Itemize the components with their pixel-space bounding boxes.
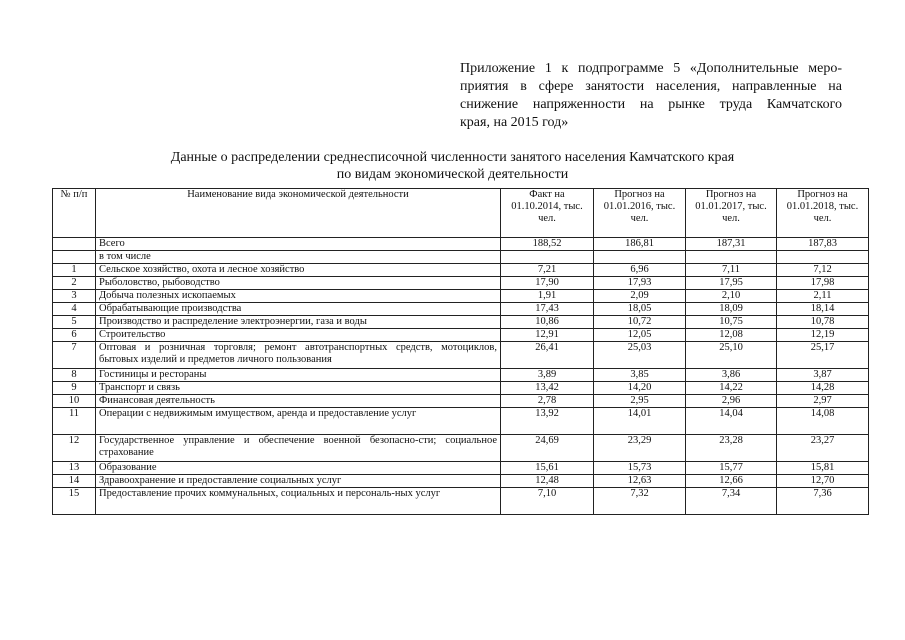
row-number: 4 — [53, 303, 96, 316]
row-activity-name: Сельское хозяйство, охота и лесное хозяйство — [96, 264, 501, 277]
row-value: 7,10 — [501, 488, 594, 515]
row-number: 11 — [53, 408, 96, 435]
header-activity-name: Наименование вида экономической деятельности — [96, 189, 501, 238]
row-value: 13,42 — [501, 382, 594, 395]
row-value: 14,01 — [594, 408, 686, 435]
row-value: 7,32 — [594, 488, 686, 515]
row-value: 2,95 — [594, 395, 686, 408]
row-value: 13,92 — [501, 408, 594, 435]
row-activity-name: Обрабатывающие производства — [96, 303, 501, 316]
row-number: 7 — [53, 342, 96, 369]
row-value: 14,22 — [686, 382, 777, 395]
document-title — [0, 149, 905, 183]
table-header-row — [53, 189, 869, 238]
table-row — [53, 303, 869, 316]
row-number: 1 — [53, 264, 96, 277]
row-number: 5 — [53, 316, 96, 329]
appendix-line: Приложение 1 к подпрограмме 5 «Дополнительные меро- — [460, 61, 842, 76]
row-activity-name: Рыболовство, рыбоводство — [96, 277, 501, 290]
row-activity-name: Добыча полезных ископаемых — [96, 290, 501, 303]
row-value: 17,95 — [686, 277, 777, 290]
title-line: по видам экономической деятельности — [336, 167, 569, 182]
row-value: 14,28 — [777, 382, 869, 395]
row-value: 14,08 — [777, 408, 869, 435]
row-value: 10,72 — [594, 316, 686, 329]
header-forecast-2016: Прогноз на 01.01.2016, тыс. чел. — [594, 189, 686, 238]
row-value: 15,61 — [501, 462, 594, 475]
row-value: 12,48 — [501, 475, 594, 488]
row-value: 2,78 — [501, 395, 594, 408]
appendix-note — [460, 60, 842, 132]
row-value: 14,20 — [594, 382, 686, 395]
row-value: 17,98 — [777, 277, 869, 290]
row-number: 10 — [53, 395, 96, 408]
row-activity-name: Финансовая деятельность — [96, 395, 501, 408]
row-number: 3 — [53, 290, 96, 303]
row-activity-name: Транспорт и связь — [96, 382, 501, 395]
row-value: 3,87 — [777, 369, 869, 382]
table-row — [53, 316, 869, 329]
row-number: 14 — [53, 475, 96, 488]
row-value: 7,34 — [686, 488, 777, 515]
row-value: 17,93 — [594, 277, 686, 290]
table-row — [53, 369, 869, 382]
table-row — [53, 462, 869, 475]
row-value: 23,29 — [594, 435, 686, 462]
row-activity-name: Гостиницы и рестораны — [96, 369, 501, 382]
table-row — [53, 277, 869, 290]
row-value: 18,09 — [686, 303, 777, 316]
row-value: 25,17 — [777, 342, 869, 369]
appendix-line: снижение напряженности на рынке труда Камчатского — [460, 97, 842, 112]
row-value: 7,21 — [501, 264, 594, 277]
row-value: 2,11 — [777, 290, 869, 303]
row-value: 3,85 — [594, 369, 686, 382]
row-value: 18,14 — [777, 303, 869, 316]
table-row — [53, 475, 869, 488]
row-value: 25,10 — [686, 342, 777, 369]
row-value: 7,11 — [686, 264, 777, 277]
row-value: 6,96 — [594, 264, 686, 277]
row-value: 7,12 — [777, 264, 869, 277]
row-activity-name: Предоставление прочих коммунальных, социальных и персональ-ных услуг — [96, 488, 501, 515]
row-number: 15 — [53, 488, 96, 515]
row-number: 8 — [53, 369, 96, 382]
row-value: 12,08 — [686, 329, 777, 342]
row-value: 10,86 — [501, 316, 594, 329]
row-value: 15,81 — [777, 462, 869, 475]
subheader-label: в том числе — [96, 251, 501, 264]
table-cell — [594, 251, 686, 264]
row-value: 1,91 — [501, 290, 594, 303]
table-cell — [53, 238, 96, 251]
table-row — [53, 264, 869, 277]
row-value: 3,86 — [686, 369, 777, 382]
row-value: 2,97 — [777, 395, 869, 408]
appendix-line: приятия в сфере занятости населения, направленные на — [460, 79, 842, 94]
table-row — [53, 488, 869, 515]
row-value: 12,19 — [777, 329, 869, 342]
row-value: 10,75 — [686, 316, 777, 329]
row-value: 12,66 — [686, 475, 777, 488]
row-number: 6 — [53, 329, 96, 342]
row-value: 17,90 — [501, 277, 594, 290]
header-forecast-2018: Прогноз на 01.01.2018, тыс. чел. — [777, 189, 869, 238]
appendix-line: края, на 2015 год» — [460, 115, 569, 130]
row-value: 12,05 — [594, 329, 686, 342]
row-value: 15,77 — [686, 462, 777, 475]
row-value: 14,04 — [686, 408, 777, 435]
table-cell: 186,81 — [594, 238, 686, 251]
row-value: 23,27 — [777, 435, 869, 462]
row-value: 12,91 — [501, 329, 594, 342]
table-row — [53, 290, 869, 303]
row-value: 24,69 — [501, 435, 594, 462]
row-value: 7,36 — [777, 488, 869, 515]
total-label: Всего — [96, 238, 501, 251]
subheader-row — [53, 251, 869, 264]
row-number: 2 — [53, 277, 96, 290]
row-value: 26,41 — [501, 342, 594, 369]
row-value: 2,10 — [686, 290, 777, 303]
table-cell — [53, 251, 96, 264]
table-cell: 187,31 — [686, 238, 777, 251]
table-cell — [777, 251, 869, 264]
row-activity-name: Здравоохранение и предоставление социальных услуг — [96, 475, 501, 488]
row-value: 10,78 — [777, 316, 869, 329]
row-value: 2,96 — [686, 395, 777, 408]
table-cell — [501, 251, 594, 264]
employment-table — [52, 188, 869, 515]
row-value: 2,09 — [594, 290, 686, 303]
table-row — [53, 395, 869, 408]
header-fact-2014: Факт на 01.10.2014, тыс. чел. — [501, 189, 594, 238]
row-activity-name: Строительство — [96, 329, 501, 342]
row-activity-name: Производство и распределение электроэнергии, газа и воды — [96, 316, 501, 329]
table-row — [53, 342, 869, 369]
row-value: 17,43 — [501, 303, 594, 316]
row-number: 12 — [53, 435, 96, 462]
row-value: 18,05 — [594, 303, 686, 316]
row-number: 9 — [53, 382, 96, 395]
header-number: № п/п — [53, 189, 96, 238]
title-line: Данные о распределении среднесписочной численности занятого населения Камчатского края — [170, 150, 735, 165]
row-value: 12,63 — [594, 475, 686, 488]
table-row — [53, 329, 869, 342]
total-row — [53, 238, 869, 251]
row-activity-name: Государственное управление и обеспечение военной безопасно-сти; социальное страхование — [96, 435, 501, 462]
table-row — [53, 408, 869, 435]
header-forecast-2017: Прогноз на 01.01.2017, тыс. чел. — [686, 189, 777, 238]
table-cell — [686, 251, 777, 264]
table-cell: 188,52 — [501, 238, 594, 251]
row-value: 23,28 — [686, 435, 777, 462]
row-activity-name: Оптовая и розничная торговля; ремонт автотранспортных средств, мотоциклов, бытовых изделий и предметов личного пользования — [96, 342, 501, 369]
row-activity-name: Образование — [96, 462, 501, 475]
row-value: 12,70 — [777, 475, 869, 488]
table-cell: 187,83 — [777, 238, 869, 251]
row-number: 13 — [53, 462, 96, 475]
row-value: 25,03 — [594, 342, 686, 369]
table-row — [53, 435, 869, 462]
table-row — [53, 382, 869, 395]
row-value: 3,89 — [501, 369, 594, 382]
row-value: 15,73 — [594, 462, 686, 475]
row-activity-name: Операции с недвижимым имуществом, аренда и предоставление услуг — [96, 408, 501, 435]
